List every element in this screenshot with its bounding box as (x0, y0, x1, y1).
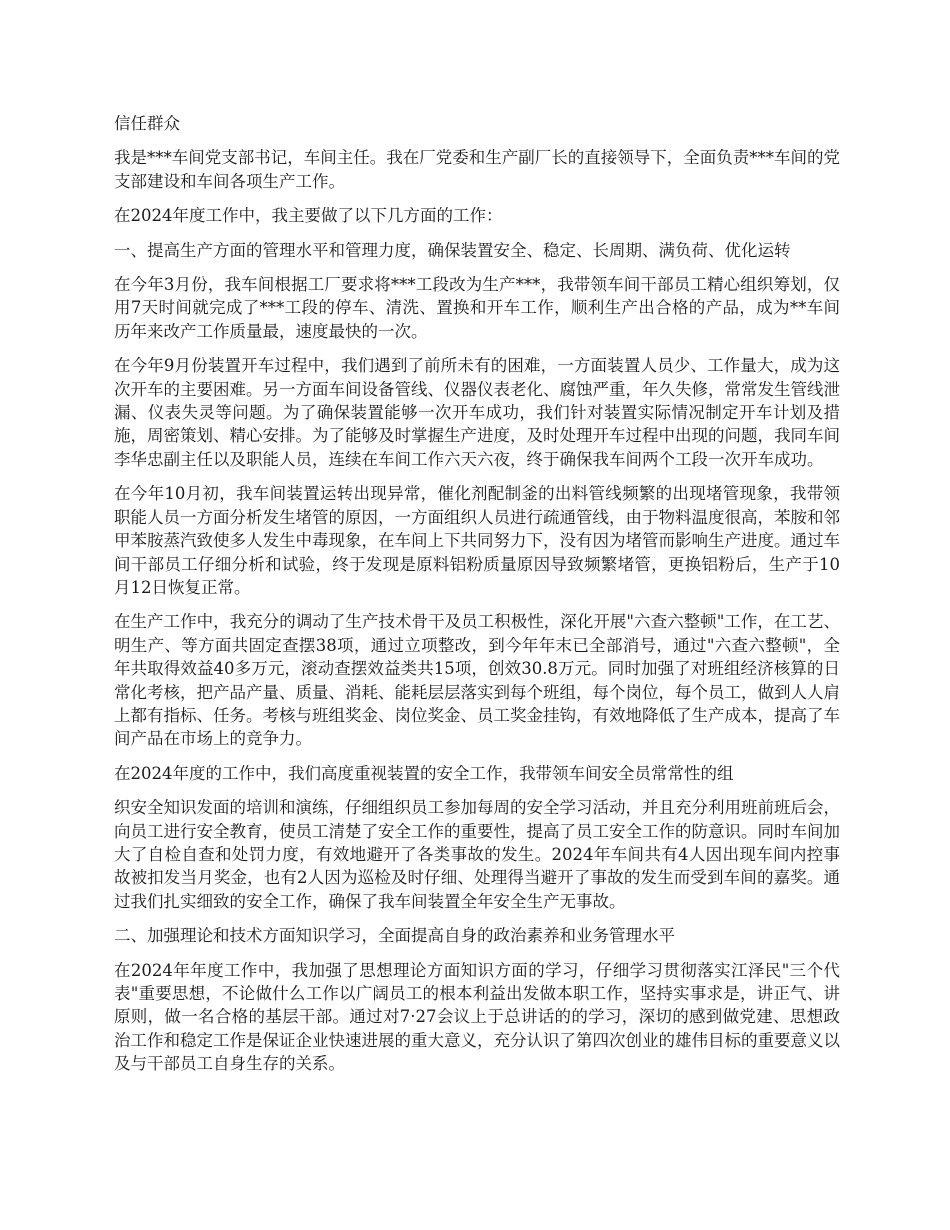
paragraph-march: 在今年3月份，我车间根据工厂要求将***工段改为生产***，我带领车间干部员工精心组织筹划，仅用7天时间就完成了***工段的停车、清洗、置换和开车工作，顺利生产出合格的产品，成为**车间历年来改产工作质量最，速度最快的一次。 (114, 275, 840, 341)
paragraph-work-summary: 在2024年度工作中，我主要做了以下几方面的工作： (114, 206, 503, 226)
paragraph-safety-detail: 织安全知识发面的培训和演练，仔细组织员工参加每周的安全学习活动，并且充分利用班前班后会，向员工进行安全教育，使员工清楚了安全工作的重要性，提高了员工安全工作的防意识。同时车间加大了自检自查和处罚力度，有效地避开了各类事故的发生。2024年车间共有4人因出现车间内控事故被扣发当月奖金，也有2人因为巡检及时仔细、处理得当避开了事故的发生而受到车间的嘉奖。通过我们扎实细致的安全工作，确保了我车间装置全年安全生产无事故。 (114, 798, 840, 911)
paragraph-safety-intro: 在2024年度的工作中，我们高度重视装置的安全工作，我带领车间安全员常常性的组 (114, 763, 734, 783)
paragraph-intro: 我是***车间党支部书记，车间主任。我在厂党委和生产副厂长的直接领导下，全面负责***车间的党支部建设和车间各项生产工作。 (114, 148, 840, 191)
paragraph-october: 在今年10月初，我车间装置运转出现异常，催化剂配制釜的出料管线频繁的出现堵管现象，我带领职能人员一方面分析发生堵管的原因，一方面组织人员进行疏通管线，由于物料温度很高，苯胺和邻甲苯胺蒸汽致使多人发生中毒现象，在车间上下共同努力下，没有因为堵管而影响生产进度。通过车间干部员工仔细分析和试验，终于发现是原料铝粉质量原因导致频繁堵管，更换铝粉后，生产于10月12日恢复正常。 (114, 484, 840, 597)
paragraph-heading-trust: 信任群众 (114, 114, 180, 133)
paragraph-theory-study: 在2024年年度工作中，我加强了思想理论方面知识方面的学习，仔细学习贯彻落实江泽民"三个代表"重要思想，不论做什么工作以广阔员工的根本利益出发做本职工作，坚持实事求是，讲正气、讲原则，做一名合格的基层干部。通过对7·27会议上于总讲话的的学习，深切的感到做党建、思想政治工作和稳定工作是保证企业快速进展的重大意义，充分认识了第四次创业的雄伟目标的重要意义以及与干部员工自身生存的关系。 (114, 960, 840, 1074)
document-body (114, 112, 840, 1087)
paragraph-six-checks: 在生产工作中，我充分的调动了生产技术骨干及员工积极性，深化开展"六查六整顿"工作，在工艺、明生产、等方面共固定查摆38项，通过立项整改，到今年年末已全部消号，通过"六查六整顿"，全年共取得效益40多万元，滚动查摆效益类共15项，创效30.8万元。同时加强了对班组经济核算的日常化考核，把产品产量、质量、消耗、能耗层层落实到每个班组，每个岗位，每个员工，做到人人肩上都有指标、任务。考核与班组奖金、岗位奖金、员工奖金挂钩，有效地降低了生产成本，提高了车间产品在市场上的竞争力。 (114, 612, 840, 749)
section-heading-2: 二、加强理论和技术方面知识学习，全面提高自身的政治素养和业务管理水平 (114, 926, 675, 946)
paragraph-september: 在今年9月份装置开车过程中，我们遇到了前所未有的困难，一方面装置人员少、工作量大，成为这次开车的主要困难。另一方面车间设备管线、仪器仪表老化、腐蚀严重，年久失修，常常发生管线泄漏、仪表失灵等问题。为了确保装置能够一次开车成功，我们针对装置实际情况制定开车计划及措施，周密策划、精心安排。为了能够及时掌握生产进度，及时处理开车过程中出现的问题，我同车间李华忠副主任以及职能人员，连续在车间工作六天六夜，终于确保我车间两个工段一次开车成功。 (114, 356, 840, 469)
section-heading-1: 一、提高生产方面的管理水平和管理力度，确保装置安全、稳定、长周期、满负荷、优化运转 (114, 240, 791, 260)
